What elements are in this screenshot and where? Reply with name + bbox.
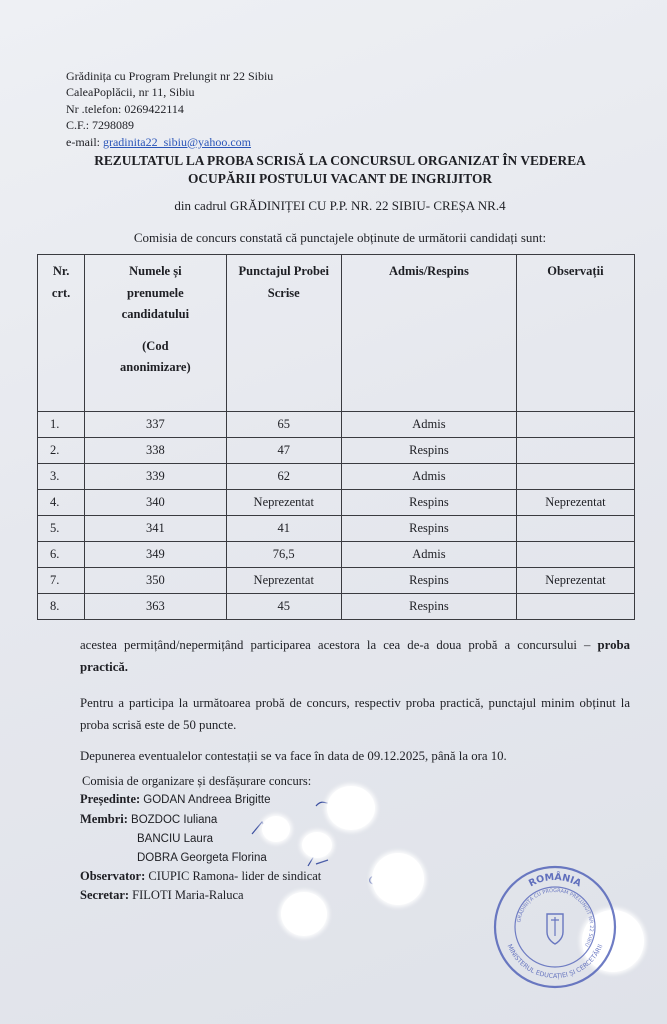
cell-nr: 8. (38, 594, 85, 620)
table-row (38, 464, 635, 490)
stamp-ring-text: MINISTERUL EDUCAȚIEI ȘI CERCETĂRII (505, 942, 605, 981)
redaction-mark (302, 832, 332, 858)
commission-heading: Comisia de organizare și desfășurare concurs: (82, 774, 312, 788)
member-name: BOZDOC Iuliana (131, 813, 218, 826)
cell-nr: 2. (38, 438, 85, 464)
cell-score: Neprezentat (226, 568, 341, 594)
document-subtitle: din cadrul GRĂDINIȚEI CU P.P. NR. 22 SIBIU- CREȘA NR.4 (174, 198, 506, 213)
cell-nr: 7. (38, 568, 85, 594)
title-line-1: REZULTATUL LA PROBA SCRISĂ LA CONCURSUL ORGANIZAT ÎN VEDEREA (94, 153, 586, 168)
cell-status: Respins (341, 438, 516, 464)
cell-code: 349 (85, 542, 226, 568)
cell-nr: 6. (38, 542, 85, 568)
member-name: DOBRA Georgeta Florina (137, 852, 267, 865)
cell-notes (516, 464, 634, 490)
table-row (38, 490, 635, 516)
table-row (38, 568, 635, 594)
cell-nr: 4. (38, 490, 85, 516)
document-title (40, 152, 640, 188)
results-table (37, 254, 635, 620)
president-label: Președinte: (80, 792, 141, 807)
table-row (38, 542, 635, 568)
table-row (38, 594, 635, 620)
institution-header (66, 68, 273, 150)
redaction-mark (281, 892, 327, 936)
stamp-inner-text: GRĂDINIȚA CU PROGRAM PRELUNGIT NR 22 SIBIU (516, 887, 595, 948)
cell-notes: Neprezentat (516, 568, 634, 594)
cell-score: Neprezentat (226, 490, 341, 516)
header-status: Admis/Respins (341, 255, 516, 412)
member-line-3 (80, 848, 321, 867)
practical-test-label: proba practică. (80, 638, 630, 674)
cell-score: 41 (226, 516, 341, 542)
cell-score: 45 (226, 594, 341, 620)
header-name: Numele și prenumele candidatului (Cod anonimizare) (85, 255, 226, 412)
redaction-mark (262, 816, 290, 842)
after-table-text: acestea permițând/nepermițând participarea acestora la cea de-a doua probă a concursului – (80, 638, 591, 652)
cell-code: 337 (85, 412, 226, 438)
cell-status: Respins (341, 594, 516, 620)
cell-notes (516, 542, 634, 568)
cell-status: Respins (341, 490, 516, 516)
header-notes: Observații (516, 255, 634, 412)
cell-nr: 5. (38, 516, 85, 542)
cell-status: Admis (341, 464, 516, 490)
observer-name: CIUPIC Ramona- lider de sindicat (148, 869, 322, 884)
secretary-label: Secretar: (80, 887, 130, 902)
cell-status: Respins (341, 516, 516, 542)
members-label: Membri: (80, 811, 128, 826)
after-table-paragraph (80, 634, 630, 678)
cell-status: Respins (341, 568, 516, 594)
cell-code: 341 (85, 516, 226, 542)
table-row (38, 412, 635, 438)
header-score: Punctajul Probei Scrise (226, 255, 341, 412)
cell-notes (516, 438, 634, 464)
minimum-score-paragraph: Pentru a participa la următoarea probă de concurs, respectiv proba practică, punctajul minim obținut la proba scrisă este de 50 puncte. (80, 696, 630, 732)
cell-status: Admis (341, 542, 516, 568)
redaction-mark (372, 853, 424, 905)
cell-score: 47 (226, 438, 341, 464)
president-line (80, 790, 321, 809)
redaction-mark (327, 786, 375, 830)
cell-notes (516, 412, 634, 438)
email-label: e-mail: (66, 134, 100, 149)
title-line-2: OCUPĂRII POSTULUI VACANT DE INGRIJITOR (187, 171, 493, 186)
cell-nr: 3. (38, 464, 85, 490)
intro-text: Comisia de concurs constată că punctajele obținute de următorii candidați sunt: (133, 230, 547, 245)
cell-score: 76,5 (226, 542, 341, 568)
cell-nr: 1. (38, 412, 85, 438)
stamp-top-text: ROMÂNIA (527, 871, 583, 890)
cell-notes (516, 594, 634, 620)
header-nr: Nr. crt. (38, 255, 85, 412)
cell-code: 350 (85, 568, 226, 594)
table-row (38, 438, 635, 464)
cell-status: Admis (341, 412, 516, 438)
institution-fiscal-code: C.F.: 7298089 (66, 118, 135, 133)
institution-phone: Nr .telefon: 0269422114 (66, 101, 184, 116)
institution-email-line (66, 134, 273, 150)
member-name: BANCIU Laura (137, 832, 214, 845)
appeals-paragraph: Depunerea eventualelor contestații se va face în data de 09.12.2025, până la ora 10. (80, 749, 507, 763)
official-stamp-icon (490, 862, 620, 992)
table-row (38, 516, 635, 542)
table-header-row (38, 255, 635, 412)
cell-notes (516, 516, 634, 542)
cell-score: 62 (226, 464, 341, 490)
cell-score: 65 (226, 412, 341, 438)
cell-code: 339 (85, 464, 226, 490)
cell-notes: Neprezentat (516, 490, 634, 516)
observer-label: Observator: (80, 869, 146, 884)
institution-address: CaleaPoplăcii, nr 11, Sibiu (66, 85, 195, 100)
cell-code: 338 (85, 438, 226, 464)
president-name: GODAN Andreea Brigitte (143, 794, 271, 807)
institution-name: Grădinița cu Program Prelungit nr 22 Sibiu (66, 69, 274, 83)
cell-code: 340 (85, 490, 226, 516)
secretary-name: FILOTI Maria-Raluca (132, 887, 244, 902)
email-link[interactable]: gradinita22_sibiu@yahoo.com (102, 134, 252, 149)
observer-line (80, 867, 321, 885)
cell-code: 363 (85, 594, 226, 620)
